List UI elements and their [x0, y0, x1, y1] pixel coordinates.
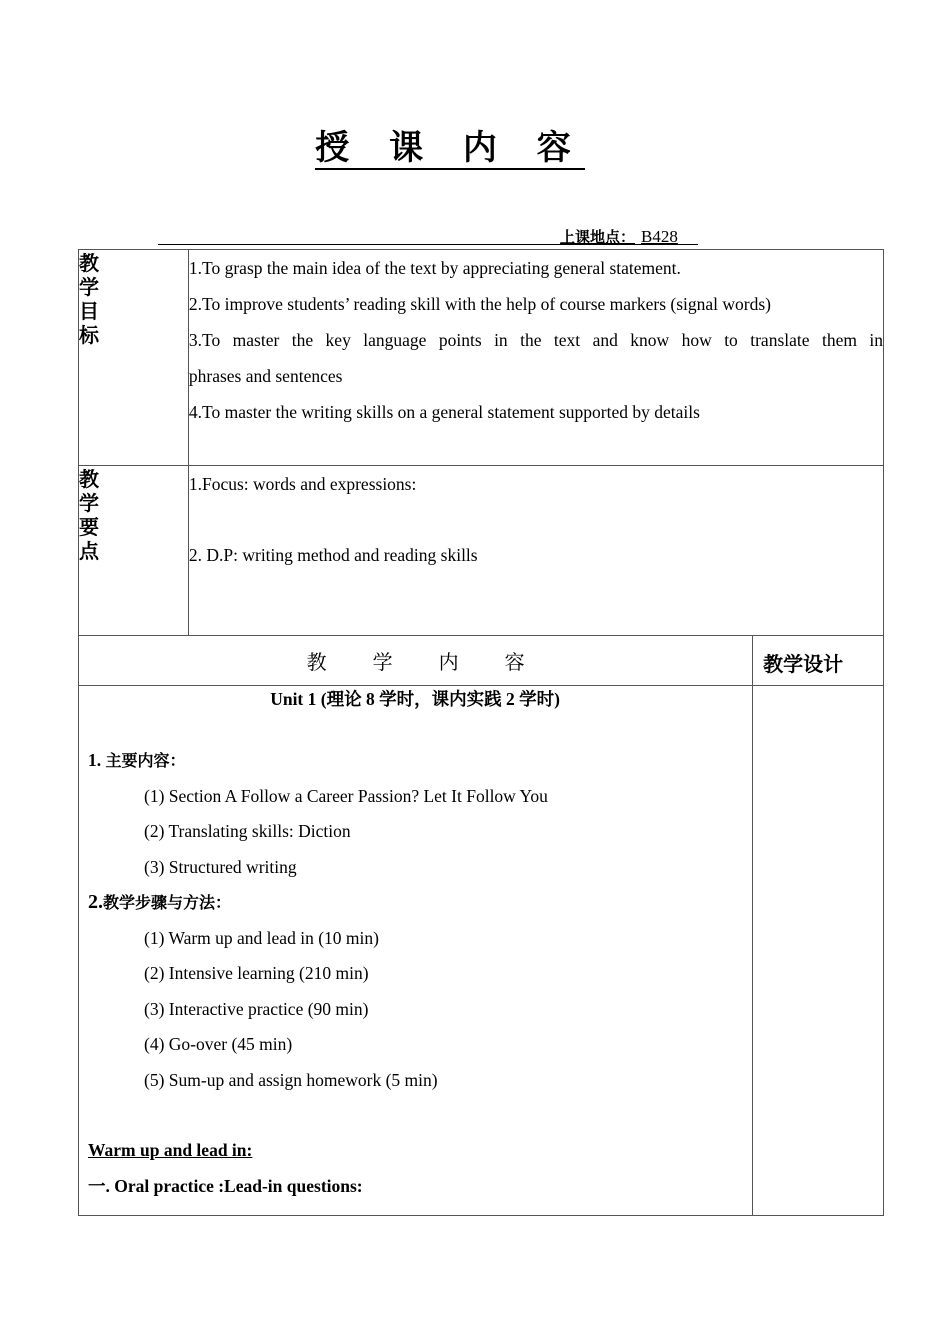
content-header-char: 容 [504, 650, 525, 674]
section-label: 教学步骤与方法： [103, 893, 232, 912]
section-number: 2. [88, 891, 103, 913]
lesson-table [78, 249, 884, 1216]
key-points-label-char: 教 [79, 467, 99, 491]
main-item: (3) Structured writing [144, 856, 297, 877]
unit-title: Unit 1 (理论 8 学时，课内实践 2 学时) [270, 689, 560, 709]
design-header: 教学设计 [753, 636, 884, 686]
oral-practice-heading [88, 1169, 742, 1206]
key-points-label-char: 点 [79, 539, 99, 563]
key-points-content [188, 466, 883, 636]
content-header-char: 内 [438, 650, 459, 674]
teaching-content [79, 686, 753, 1216]
objective-item: 2.To improve students’ reading skill with the help of course markers (signal words) [188, 294, 772, 314]
oral-prefix: 一 [88, 1176, 106, 1197]
section-heading [88, 885, 742, 921]
key-points-label-char: 学 [79, 491, 99, 515]
warmup-heading: Warm up and lead in: [88, 1140, 253, 1160]
section-number: 1. [88, 750, 102, 770]
step-item: (1) Warm up and lead in (10 min) [144, 927, 379, 948]
objective-item: phrases and sentences [188, 366, 343, 386]
step-item: (5) Sum-up and assign homework (5 min) [144, 1069, 438, 1090]
objectives-label-char: 学 [79, 275, 99, 299]
blank-line [88, 712, 742, 743]
location-value: B428 [641, 227, 678, 246]
key-point-item: 1.Focus: words and expressions: [188, 474, 417, 494]
objective-item: 4.To master the writing skills on a general statement supported by details [188, 402, 700, 422]
objective-item: 1.To grasp the main idea of the text by appreciating general statement. [188, 258, 681, 278]
page-title: 授 课 内 容 [315, 128, 585, 168]
objective-item: 3.To master the key language points in the text and know how to translate them in [188, 330, 883, 350]
section-heading [88, 743, 742, 779]
step-item: (3) Interactive practice (90 min) [144, 998, 369, 1019]
blank-line [88, 1098, 742, 1133]
objectives-label-char: 目 [79, 299, 99, 323]
step-item: (2) Intensive learning (210 min) [144, 963, 369, 983]
content-header-char: 学 [372, 650, 393, 674]
objectives-label [79, 250, 189, 466]
objectives-label-char: 教 [79, 251, 99, 275]
content-row [79, 686, 884, 1216]
class-location [560, 226, 678, 247]
main-item: (2) Translating skills: Diction [144, 821, 351, 841]
step-item: (4) Go-over (45 min) [144, 1034, 293, 1054]
oral-text: . Oral practice :Lead-in questions: [105, 1175, 363, 1196]
content-header-row [79, 636, 884, 686]
design-column [753, 686, 884, 1216]
blank-line [189, 502, 883, 537]
objectives-row [79, 250, 884, 466]
section-label: 主要内容： [105, 751, 186, 770]
key-point-item: 2. D.P: writing method and reading skills [188, 545, 478, 565]
content-header-char: 教 [306, 650, 327, 674]
location-label: 上课地点： [560, 228, 636, 246]
objectives-content [188, 250, 883, 466]
key-points-row [79, 466, 884, 636]
objectives-label-char: 标 [79, 323, 99, 347]
main-item: (1) Section A Follow a Career Passion? Let It Follow You [144, 785, 548, 806]
key-points-label-char: 要 [79, 515, 99, 539]
content-header [79, 636, 753, 686]
key-points-label [79, 466, 189, 636]
